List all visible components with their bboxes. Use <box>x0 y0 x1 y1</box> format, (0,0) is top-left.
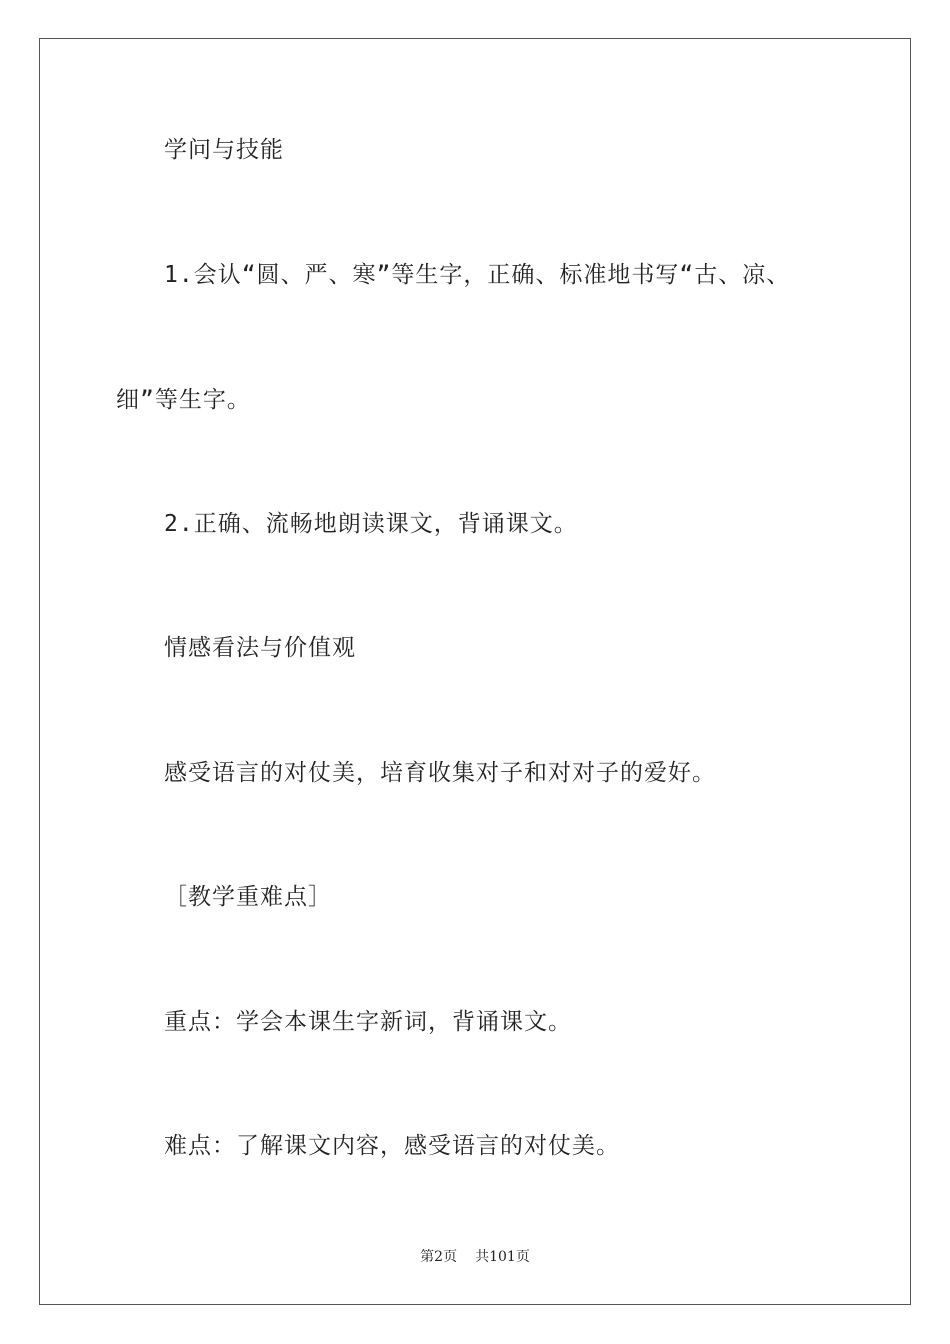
page-number: 第2页 <box>420 1249 458 1265</box>
objective-item-1: 1.会认“圆、严、寒”等生字，正确、标准地书写“古、凉、 <box>164 262 791 288</box>
page-frame <box>39 38 911 1305</box>
section-heading-knowledge-skills: 学问与技能 <box>164 137 284 163</box>
page-footer <box>0 1248 950 1266</box>
key-point-paragraph: 重点：学会本课生字新词，背诵课文。 <box>164 1009 572 1035</box>
section-heading-values: 情感看法与价值观 <box>164 635 356 661</box>
objective-item-1-continued: 细”等生字。 <box>116 387 251 413</box>
page-total: 共101页 <box>475 1249 530 1265</box>
objective-item-2: 2.正确、流畅地朗读课文，背诵课文。 <box>164 511 578 537</box>
values-paragraph: 感受语言的对仗美，培育收集对子和对对子的爱好。 <box>164 760 716 786</box>
section-heading-key-points: ［教学重难点］ <box>164 884 332 910</box>
difficult-point-paragraph: 难点：了解课文内容，感受语言的对仗美。 <box>164 1133 620 1159</box>
